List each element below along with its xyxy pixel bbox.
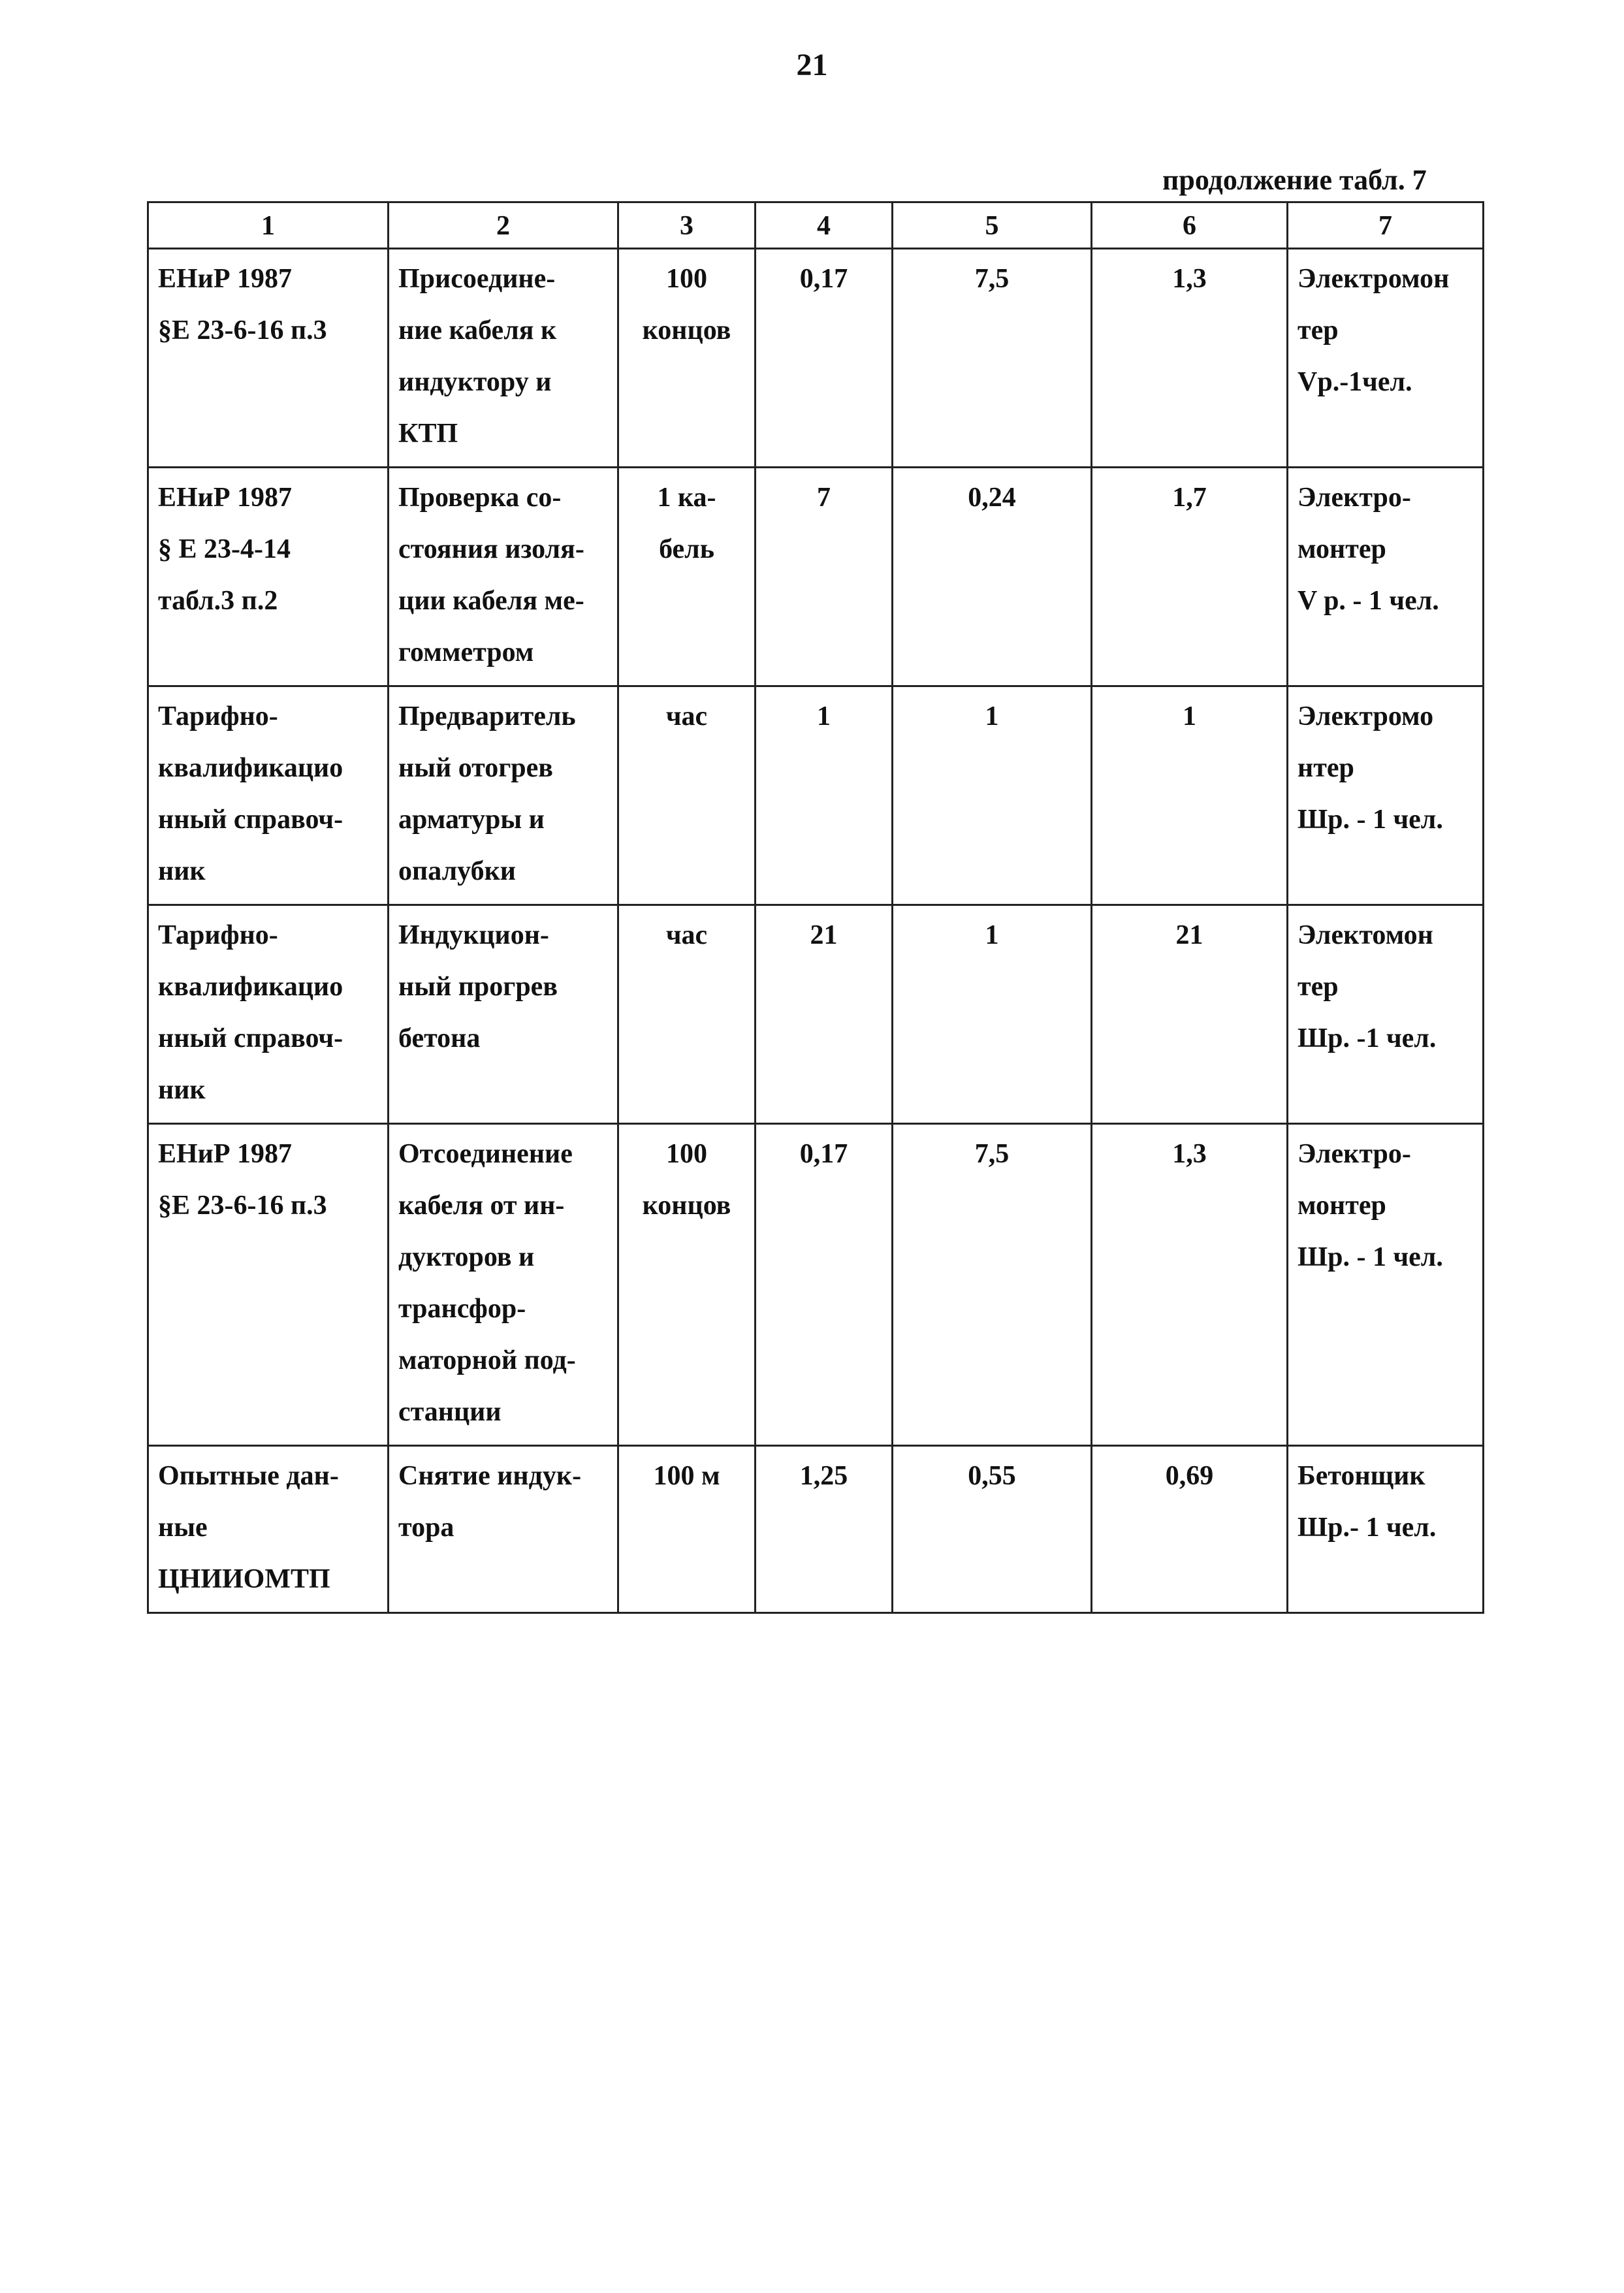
- cell-line: ные: [158, 1513, 208, 1543]
- cell-line: Тарифно-: [158, 701, 278, 731]
- work-cell: [389, 249, 618, 468]
- cell-line: Шр. - 1 чел.: [1298, 1242, 1443, 1272]
- norm-time-cell: 1,25: [756, 1446, 893, 1613]
- total-cell: 1,3: [1092, 249, 1288, 468]
- table-row: [148, 905, 1484, 1124]
- table-caption: продолжение табл. 7: [1162, 164, 1427, 196]
- norm-time-cell: 0,17: [756, 249, 893, 468]
- performer-cell: [1288, 468, 1484, 686]
- unit-cell: [618, 1124, 756, 1446]
- cell-line: опалубки: [398, 856, 516, 886]
- cell-line: Предваритель: [398, 701, 576, 731]
- cell-line: кабеля от ин-: [398, 1191, 565, 1221]
- rate-cell: 1: [893, 686, 1092, 905]
- cell-line: трансфор-: [398, 1294, 526, 1324]
- header-cell-7: 7: [1288, 202, 1484, 249]
- cell-line: Бетонщик: [1298, 1461, 1425, 1491]
- cell-line: тер: [1298, 315, 1339, 345]
- work-cell: [389, 468, 618, 686]
- header-cell-6: 6: [1092, 202, 1288, 249]
- cell-line: Шр. -1 чел.: [1298, 1023, 1437, 1053]
- cell-line: тора: [398, 1513, 454, 1543]
- cell-line: бетона: [398, 1023, 481, 1053]
- cell-line: нтер: [1298, 753, 1354, 783]
- header-cell-5: 5: [893, 202, 1092, 249]
- performer-cell: [1288, 905, 1484, 1124]
- cell-line: § Е 23-4-14: [158, 534, 291, 564]
- cell-line: час: [665, 920, 708, 950]
- cell-line: Шр.- 1 чел.: [1298, 1513, 1437, 1543]
- cell-line: гомметром: [398, 637, 534, 667]
- cell-line: ный прогрев: [398, 972, 558, 1002]
- cell-line: Тарифно-: [158, 920, 278, 950]
- header-cell-1: 1: [148, 202, 389, 249]
- unit-cell: [618, 468, 756, 686]
- cell-line: 100: [666, 264, 707, 294]
- rate-cell: 7,5: [893, 249, 1092, 468]
- work-cell: [389, 686, 618, 905]
- rate-cell: 0,55: [893, 1446, 1092, 1613]
- cell-line: §Е 23-6-16 п.3: [158, 315, 327, 345]
- table-row: [148, 1446, 1484, 1613]
- cell-line: бель: [659, 534, 714, 564]
- cell-line: концов: [642, 1191, 731, 1221]
- total-cell: 21: [1092, 905, 1288, 1124]
- cell-line: дукторов и: [398, 1242, 535, 1272]
- unit-cell: [618, 249, 756, 468]
- cell-line: ЕНиР 1987: [158, 1139, 293, 1169]
- cell-line: Отсоединение: [398, 1139, 573, 1169]
- cell-line: ник: [158, 856, 206, 886]
- performer-cell: [1288, 1446, 1484, 1613]
- cell-line: 100 м: [653, 1461, 720, 1491]
- norm-time-cell: 21: [756, 905, 893, 1124]
- cell-line: ЕНиР 1987: [158, 264, 293, 294]
- cell-line: индуктору и: [398, 367, 552, 397]
- source-cell: [148, 468, 389, 686]
- cell-line: ник: [158, 1075, 206, 1105]
- cell-line: концов: [642, 315, 731, 345]
- performer-cell: [1288, 686, 1484, 905]
- norm-time-cell: 7: [756, 468, 893, 686]
- header-cell-2: 2: [389, 202, 618, 249]
- unit-cell: [618, 686, 756, 905]
- rate-cell: 0,24: [893, 468, 1092, 686]
- cell-line: V р. - 1 чел.: [1298, 586, 1439, 616]
- source-cell: [148, 1124, 389, 1446]
- cell-line: Опытные дан-: [158, 1461, 339, 1491]
- source-cell: [148, 686, 389, 905]
- table-row: [148, 468, 1484, 686]
- performer-cell: [1288, 1124, 1484, 1446]
- rate-cell: 7,5: [893, 1124, 1092, 1446]
- performer-cell: [1288, 249, 1484, 468]
- cell-line: Vр.-1чел.: [1298, 367, 1412, 397]
- cell-line: маторной под-: [398, 1345, 576, 1375]
- unit-cell: [618, 905, 756, 1124]
- total-cell: 0,69: [1092, 1446, 1288, 1613]
- source-cell: [148, 1446, 389, 1613]
- cell-line: Электромон: [1298, 264, 1450, 294]
- cell-line: 100: [666, 1139, 707, 1169]
- cell-line: арматуры и: [398, 805, 545, 835]
- cell-line: Проверка со-: [398, 483, 562, 513]
- work-cell: [389, 1124, 618, 1446]
- source-cell: [148, 905, 389, 1124]
- cell-line: час: [665, 701, 708, 731]
- cell-line: ный отогрев: [398, 753, 553, 783]
- norm-time-cell: 0,17: [756, 1124, 893, 1446]
- cell-line: квалификацио: [158, 753, 343, 783]
- source-cell: [148, 249, 389, 468]
- cell-line: Электромо: [1298, 701, 1434, 731]
- cell-line: нный справоч-: [158, 1023, 343, 1053]
- table-row: [148, 1124, 1484, 1446]
- header-cell-3: 3: [618, 202, 756, 249]
- table-header-row: [148, 202, 1484, 249]
- total-cell: 1,3: [1092, 1124, 1288, 1446]
- header-cell-4: 4: [756, 202, 893, 249]
- cell-line: Снятие индук-: [398, 1461, 582, 1491]
- cell-line: Электро-: [1298, 483, 1411, 513]
- cell-line: Электро-: [1298, 1139, 1411, 1169]
- cell-line: Электомон: [1298, 920, 1433, 950]
- cell-line: тер: [1298, 972, 1339, 1002]
- cell-line: квалификацио: [158, 972, 343, 1002]
- cell-line: ЦНИИОМТП: [158, 1564, 330, 1594]
- page-number: 21: [796, 48, 828, 82]
- cell-line: табл.3 п.2: [158, 586, 278, 616]
- cell-line: §Е 23-6-16 п.3: [158, 1191, 327, 1221]
- cell-line: КТП: [398, 419, 458, 449]
- cell-line: станции: [398, 1397, 502, 1427]
- table-row: [148, 249, 1484, 468]
- total-cell: 1,7: [1092, 468, 1288, 686]
- cell-line: ции кабеля ме-: [398, 586, 584, 616]
- cell-line: монтер: [1298, 534, 1386, 564]
- cell-line: 1 ка-: [657, 483, 716, 513]
- unit-cell: [618, 1446, 756, 1613]
- cell-line: Шр. - 1 чел.: [1298, 805, 1443, 835]
- table-row: [148, 686, 1484, 905]
- cell-line: монтер: [1298, 1191, 1386, 1221]
- table-body: [148, 202, 1484, 1613]
- cell-line: нный справоч-: [158, 805, 343, 835]
- cell-line: ние кабеля к: [398, 315, 557, 345]
- norms-table: [147, 201, 1484, 1614]
- cell-line: Индукцион-: [398, 920, 549, 950]
- total-cell: 1: [1092, 686, 1288, 905]
- work-cell: [389, 1446, 618, 1613]
- rate-cell: 1: [893, 905, 1092, 1124]
- cell-line: Присоедине-: [398, 264, 556, 294]
- norm-time-cell: 1: [756, 686, 893, 905]
- work-cell: [389, 905, 618, 1124]
- cell-line: стояния изоля-: [398, 534, 584, 564]
- cell-line: ЕНиР 1987: [158, 483, 293, 513]
